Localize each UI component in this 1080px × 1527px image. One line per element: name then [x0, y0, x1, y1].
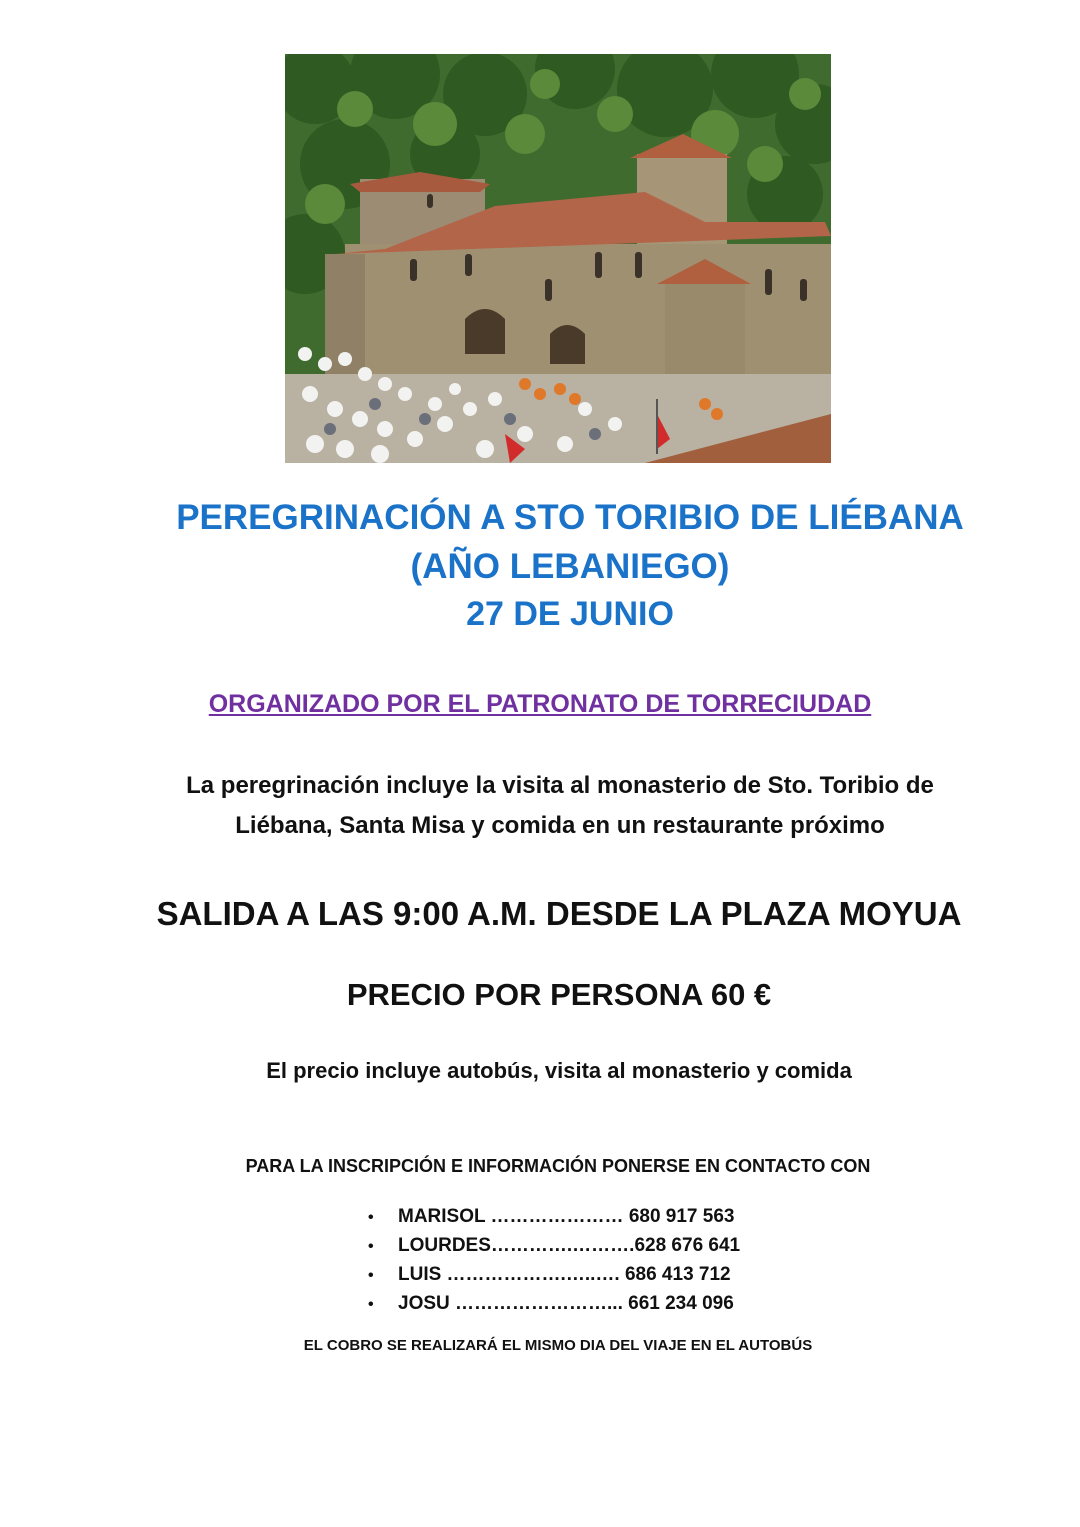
payment-note: EL COBRO SE REALIZARÁ EL MISMO DIA DEL VIAJE EN EL AUTOBÚS	[303, 1337, 813, 1354]
intro-paragraph	[100, 766, 1020, 846]
contact-text: MARISOL ………………… 680 917 563	[398, 1206, 735, 1227]
contact-text: JOSU ……………………... 661 234 096	[398, 1293, 734, 1314]
intro-line-2: Liébana, Santa Misa y comida en un restaurante próximo	[235, 812, 885, 839]
bullet-icon: •	[368, 1209, 374, 1226]
event-title-line-1: PEREGRINACIÓN A STO TORIBIO DE LIÉBANA	[176, 498, 964, 537]
price-includes: El precio incluye autobús, visita al monasterio y comida	[266, 1058, 852, 1083]
bullet-icon: •	[368, 1296, 374, 1313]
bullet-icon: •	[368, 1267, 374, 1284]
contact-item	[368, 1202, 740, 1231]
contact-item	[368, 1260, 740, 1289]
contact-text: LOURDES………….……….628 676 641	[398, 1235, 741, 1256]
price-info: PRECIO POR PERSONA 60 €	[346, 977, 772, 1012]
organizer-line: ORGANIZADO POR EL PATRONATO DE TORRECIUDAD	[208, 690, 872, 718]
contact-text: LUIS ……………….…..…. 686 413 712	[398, 1264, 731, 1285]
monastery-photo	[285, 54, 831, 463]
bullet-icon: •	[368, 1238, 374, 1255]
event-title-line-2: (AÑO LEBANIEGO)	[410, 547, 730, 586]
contact-list	[368, 1202, 740, 1318]
event-date: 27 DE JUNIO	[466, 595, 674, 633]
contact-item	[368, 1231, 740, 1260]
departure-info: SALIDA A LAS 9:00 A.M. DESDE LA PLAZA MOYUA	[156, 895, 962, 932]
contact-heading: PARA LA INSCRIPCIÓN E INFORMACIÓN PONERSE EN CONTACTO CON	[245, 1156, 871, 1176]
contact-item	[368, 1289, 740, 1318]
intro-line-1: La peregrinación incluye la visita al monasterio de Sto. Toribio de	[186, 772, 934, 799]
